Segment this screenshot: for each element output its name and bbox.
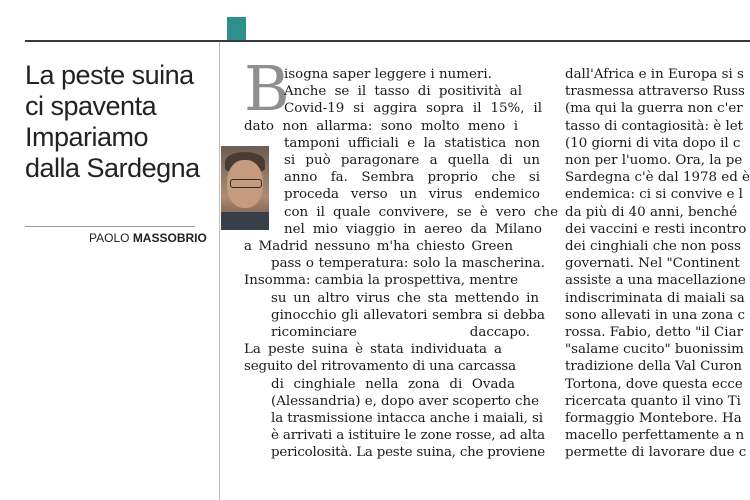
text-line: anno fa. Sembra proprio che si (284, 170, 540, 186)
text-line: Tortona, dove questa ecce (565, 376, 743, 392)
text-line: Covid-19 si aggira sopra il 15%, il (284, 101, 542, 117)
text-line: dei vaccini e resti incontro (565, 221, 747, 237)
text-line: endemica: ci si convive e l (565, 187, 743, 203)
text-line: ricercata quanto il vino Ti (565, 393, 741, 409)
text-line: tasso di contagiosità: è let (565, 118, 744, 134)
text-line: assiste a una macellazione (565, 273, 746, 289)
text-line: su un altro virus che sta mettendo in (271, 290, 539, 306)
top-rule (25, 40, 750, 42)
headline-line: Impariamo (25, 122, 149, 152)
text-line: La peste suina è stata individuata a (244, 342, 502, 358)
text-line: è arrivati a istituire le zone rosse, ad alta (271, 428, 545, 444)
text-line: Anche se il tasso di positività al (284, 84, 522, 100)
text-line: nel mio viaggio in aereo da Milano (284, 221, 542, 237)
text-line: isogna saper leggere i numeri. (284, 67, 492, 82)
text-line: pericolosità. La peste suina, che proviene (271, 445, 545, 461)
text-line: con il quale convivere, se è vero che (284, 204, 558, 220)
headline-line: La peste suina (25, 60, 194, 90)
headline-line: ci spaventa (25, 91, 157, 121)
text-line: Sardegna c'è dal 1978 ed è (565, 170, 750, 186)
text-line: tradizione della Val Curon (565, 359, 743, 375)
headline-line: dalla Sardegna (25, 153, 200, 183)
text-line: ginocchio gli allevatori sembra si debba (271, 307, 545, 323)
text-line: dei cinghiali che non poss (565, 239, 741, 254)
text-line: proceda verso un virus endemico (284, 187, 540, 203)
column-divider (219, 42, 220, 500)
text-line: "salame cucito" buonissim (565, 342, 744, 358)
text-line: non per l'uomo. Ora, la pe (565, 153, 743, 168)
drop-cap: B (244, 52, 290, 125)
byline-rule (25, 226, 195, 227)
text-line: dato non allarma: sono molto meno i (244, 118, 518, 134)
text-line: si può paragonare a quella di un (284, 153, 540, 168)
text-line: ricominciare daccapo. (271, 325, 530, 340)
author-photo (221, 146, 269, 230)
text-line: formaggio Montebore. Ha (565, 411, 742, 426)
text-line: a Madrid nessuno m'ha chiesto Green (244, 239, 513, 254)
text-line: pass o temperatura: solo la mascherina. (271, 256, 545, 272)
photo-shirt (221, 212, 269, 230)
text-line: la trasmissione intacca anche i maiali, si (271, 411, 543, 426)
text-line: macello perfettamente a n (565, 428, 745, 444)
section-marker (227, 17, 246, 40)
author-last-name: MASSOBRIO (132, 231, 207, 245)
byline (89, 231, 207, 245)
author-first-name: PAOLO (89, 231, 130, 245)
headline (25, 60, 215, 184)
text-line: governati. Nel "Continent (565, 256, 740, 272)
photo-glasses (230, 179, 262, 188)
text-line: Insomma: cambia la prospettiva, mentre (244, 273, 518, 289)
text-line: indiscriminata di maiali sa (565, 290, 745, 306)
text-line: dall'Africa e in Europa si s (565, 67, 744, 82)
text-line: sono allevati in una zona c (565, 307, 745, 323)
text-line: (Alessandria) e, dopo aver scoperto che (271, 393, 539, 409)
text-line: da più di 40 anni, benché (565, 204, 738, 220)
text-line: (10 giorni di vita dopo il c (565, 135, 741, 151)
text-line: tamponi ufficiali e la statistica non (284, 135, 540, 151)
text-line: trasmessa attraverso Russ (565, 84, 745, 100)
text-line: seguito del ritrovamento di una carcassa (244, 359, 516, 375)
text-line: permette di lavorare due c (565, 445, 747, 461)
text-line: (ma qui la guerra non c'er (565, 101, 743, 117)
text-line: rossa. Fabio, detto "il Ciar (565, 325, 743, 340)
text-line: di cinghiale nella zona di Ovada (271, 376, 515, 392)
